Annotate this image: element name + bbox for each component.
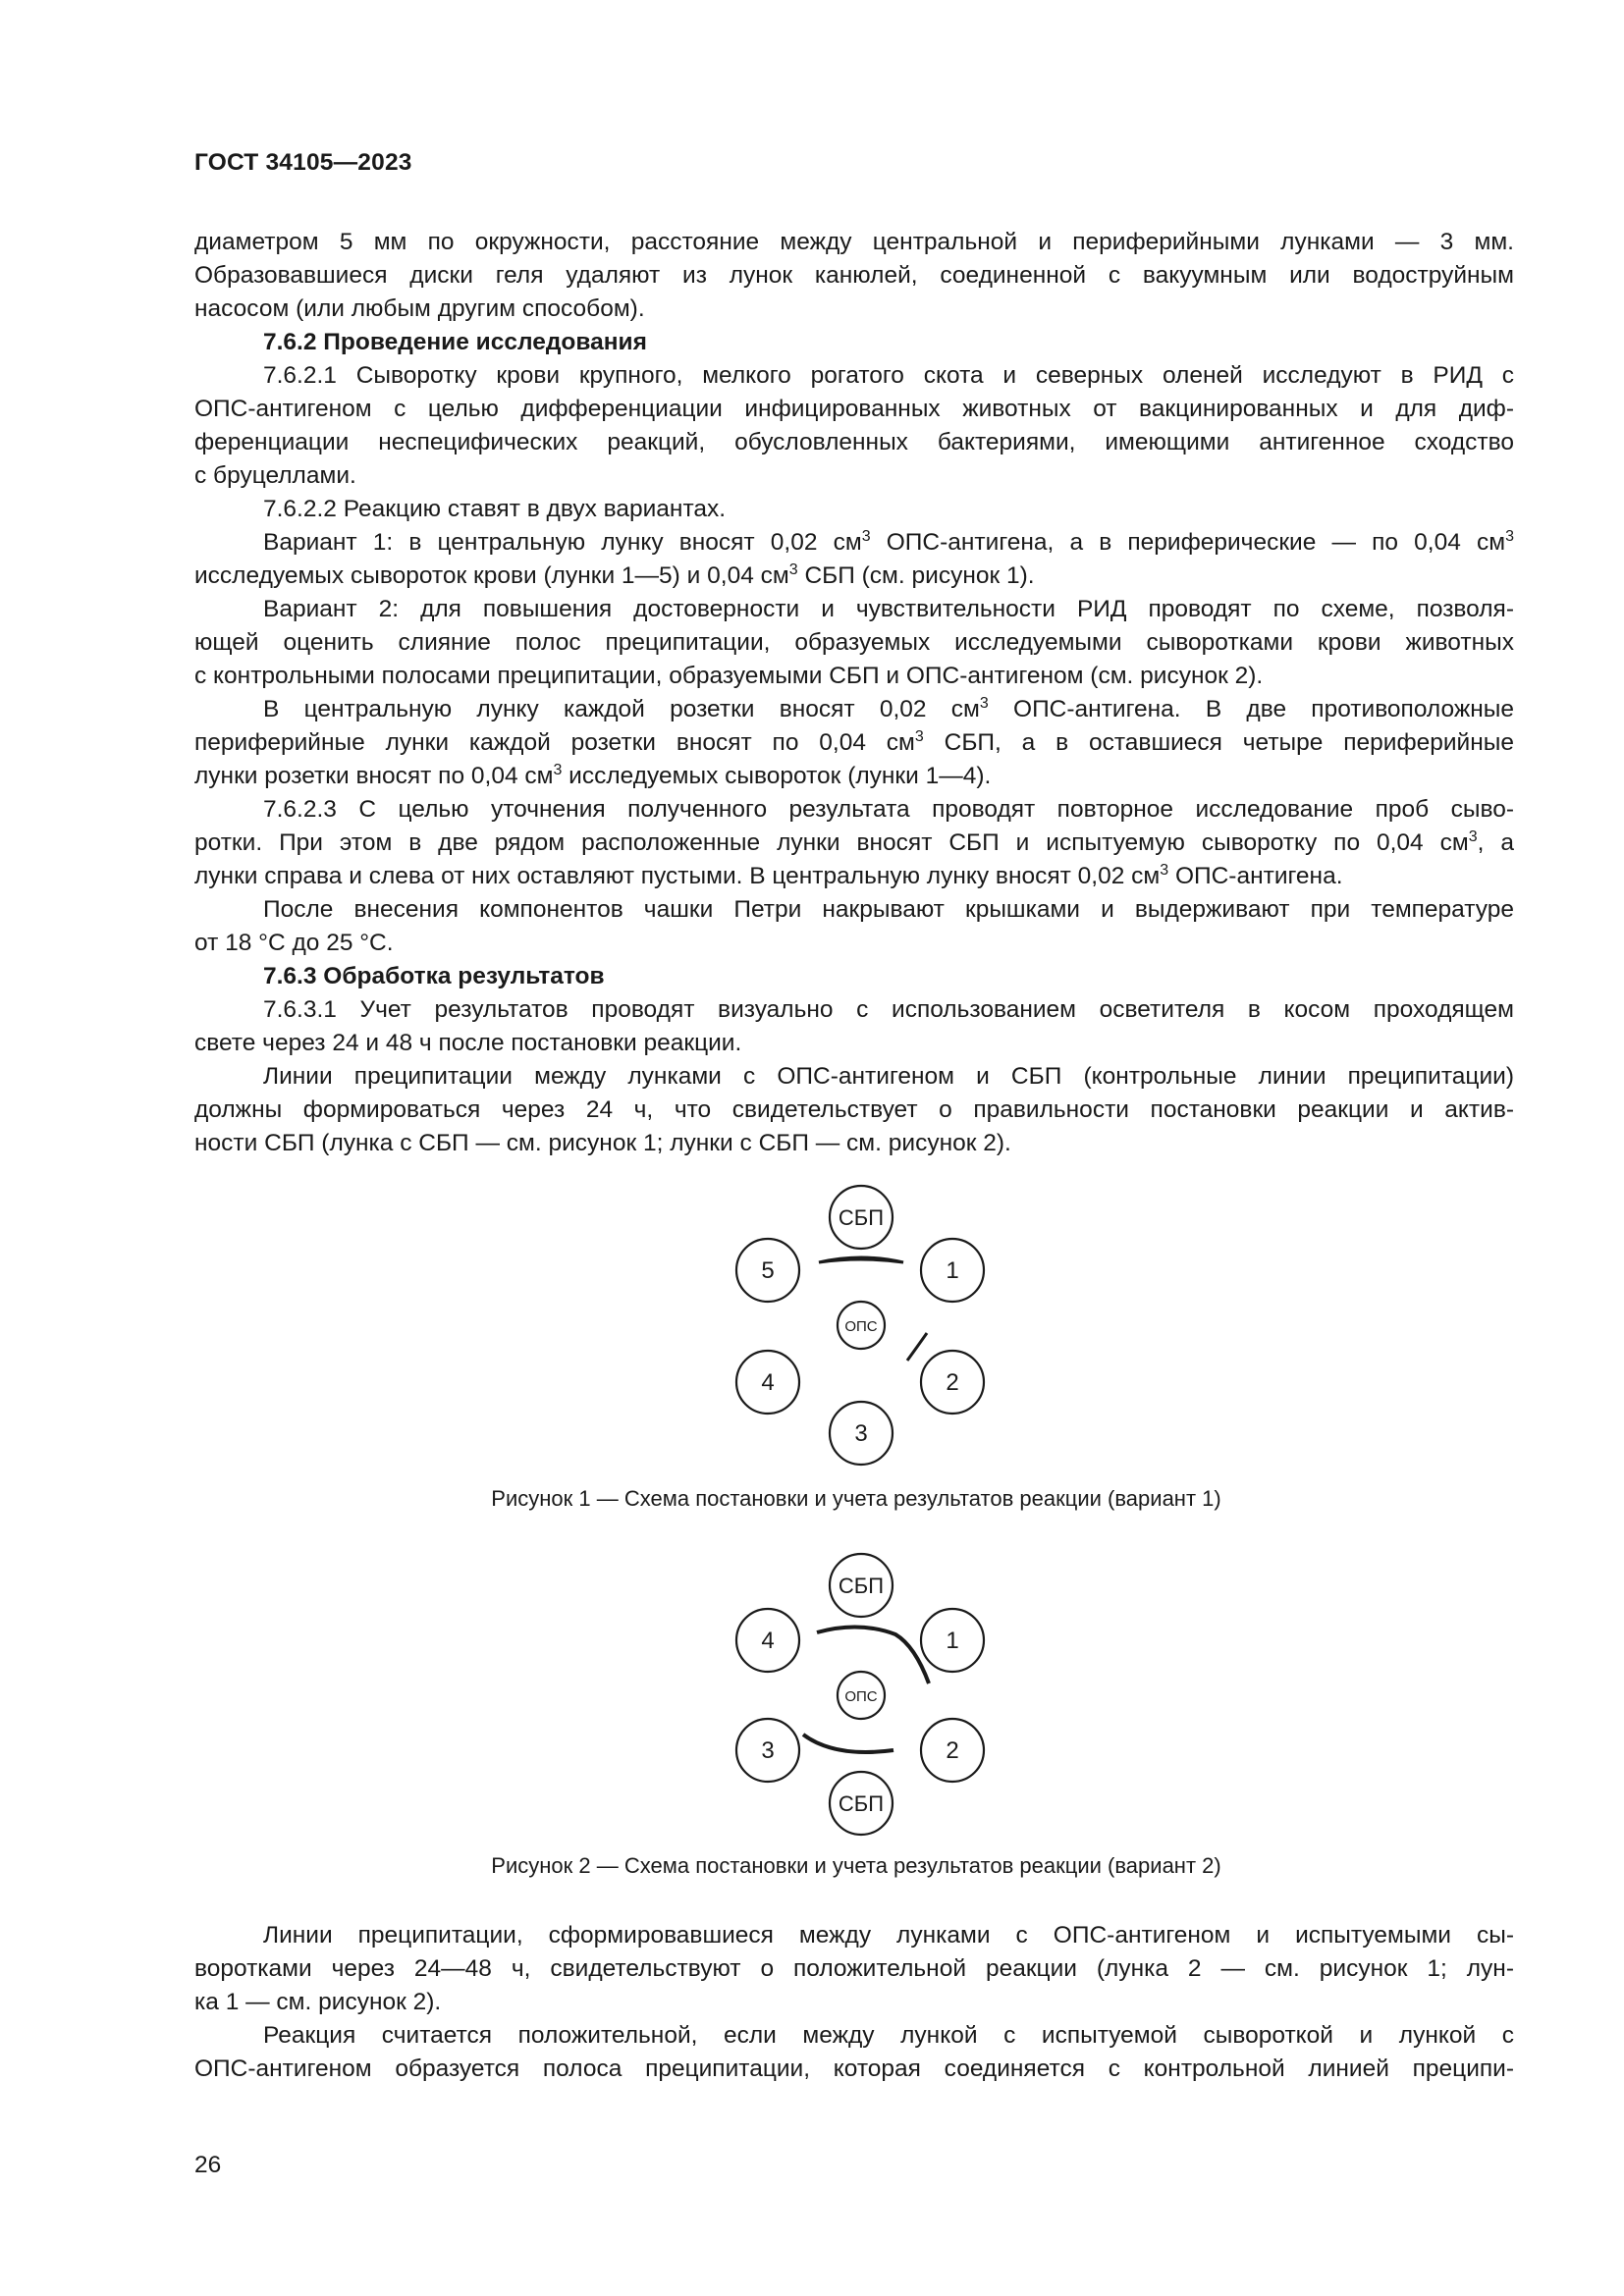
- precipitation-line-well-2: [907, 1333, 927, 1361]
- well-label-sbp-top: СБП: [838, 1574, 885, 1598]
- paragraph-7-6-2-1: 7.6.2.1 Сыворотку крови крупного, мелкого рогатого скота и северных оленей исследуют в РИД с ОПС-антигеном с целью дифференциации инфицированных животных от вакцинированных и для диф- ференциации неспецифических реакций, обусловленных бактериями, имеющими антигенное сходство с бруцеллами.: [194, 362, 1514, 489]
- paragraph-7-6-2-3: 7.6.2.3 С целью уточнения полученного результата проводят повторное исследование проб сыво- ротки. При этом в две рядом расположенные лунки вносят СБП и испытуемую сыворотку по 0,04 $см^3$, а лунки справа и слева от них оставляют пустыми. В центральную лунку вносят 0,02 $см^3$ ОПС-антигена.: [194, 796, 1514, 889]
- well-label-3: 3: [761, 1737, 775, 1764]
- figure-1-caption: Рисунок 1 — Схема постановки и учета результатов реакции (вариант 1): [491, 1486, 1221, 1511]
- paragraph-7-6-2-2: 7.6.2.2 Реакцию ставят в двух вариантах.: [263, 496, 727, 522]
- paragraph-disk-wells: диаметром 5 мм по окружности, расстояние между центральной и периферийными лунками — 3 мм. Образовавшиеся диски геля удаляют из лунок канюлей, соединенной с вакуумным или водоструйным насосом (или любым другим способом).: [194, 229, 1514, 322]
- document-header: ГОСТ 34105—2023: [194, 149, 412, 176]
- paragraph-variant-1: Вариант 1: в центральную лунку вносят 0,02 $см^3$ ОПС-антигена, а в периферические — по 0,04 $см^3$ исследуемых сывороток крови (лунки 1—5) и 0,04 $см^3$ СБП (см. рисунок 1).: [194, 528, 1514, 589]
- figure-1-diagram: [687, 1168, 1021, 1472]
- page-number: 26: [194, 2152, 222, 2178]
- paragraph-positive-lines: Линии преципитации, сформировавшиеся между лунками с ОПС-антигеном и испытуемыми сы- воротками через 24—48 ч, свидетельствуют о положительной реакции (лунка 2 — см. рисунок 1; лун- ка 1 — см. рисунок 2).: [194, 1922, 1514, 2015]
- body-text-top: [194, 226, 1514, 1160]
- well-label-5: 5: [761, 1257, 775, 1284]
- well-label-ops: ОПС: [844, 1688, 878, 1705]
- paragraph-variant-2: Вариант 2: для повышения достоверности и чувствительности РИД проводят по схеме, позволя- ющей оценить слияние полос преципитации, образуемых исследуемыми сыворотками крови животных с контрольными полосами преципитации, образуемыми СБП и ОПС-антигеном (см. рисунок 2).: [194, 596, 1514, 689]
- well-label-2: 2: [946, 1737, 959, 1764]
- well-label-1: 1: [946, 1257, 959, 1284]
- body-text-bottom: [194, 1919, 1514, 2086]
- well-label-ops: ОПС: [844, 1318, 878, 1335]
- well-label-4: 4: [761, 1369, 775, 1396]
- well-label-1: 1: [946, 1628, 959, 1654]
- figure-2-caption: Рисунок 2 — Схема постановки и учета результатов реакции (вариант 2): [491, 1853, 1221, 1878]
- paragraph-central-well: В центральную лунку каждой розетки вносят 0,02 $см^3$ ОПС-антигена. В две противоположные периферийные лунки каждой розетки вносят по 0,04 $см^3$ СБП, а в оставшиеся четыре периферийные лунки розетки вносят по 0,04 $см^3$ исследуемых сывороток (лунки 1—4).: [194, 695, 1514, 789]
- section-heading-7-6-2: 7.6.2 Проведение исследования: [263, 329, 647, 355]
- section-heading-7-6-3: 7.6.3 Обработка результатов: [263, 963, 605, 989]
- well-label-2: 2: [946, 1369, 959, 1396]
- precipitation-line-bottom: [803, 1735, 893, 1752]
- well-label-3: 3: [854, 1420, 868, 1447]
- precipitation-line-sbp: [819, 1257, 903, 1262]
- well-label-4: 4: [761, 1628, 775, 1654]
- paragraph-control-lines: Линии преципитации между лунками с ОПС-антигеном и СБП (контрольные линии преципитации) должны формироваться через 24 ч, что свидетельствует о правильности постановки реакции и актив- ности СБП (лунка с СБП — см. рисунок 1; лунки с СБП — см. рисунок 2).: [194, 1063, 1514, 1156]
- paragraph-incubation: После внесения компонентов чашки Петри накрывают крышками и выдерживают при температуре от 18 °С до 25 °С.: [194, 896, 1514, 956]
- figure-2-diagram: [687, 1536, 1021, 1841]
- paragraph-7-6-3-1: 7.6.3.1 Учет результатов проводят визуально с использованием осветителя в косом проходящем свете через 24 и 48 ч после постановки реакции.: [194, 996, 1514, 1056]
- well-label-sbp-bottom: СБП: [838, 1791, 885, 1816]
- well-label-sbp: СБП: [838, 1205, 885, 1230]
- paragraph-positive-reaction: Реакция считается положительной, если между лункой с испытуемой сывороткой и лункой с ОПС-антигеном образуется полоса преципитации, которая соединяется с контрольной линией преципи-: [194, 2022, 1514, 2082]
